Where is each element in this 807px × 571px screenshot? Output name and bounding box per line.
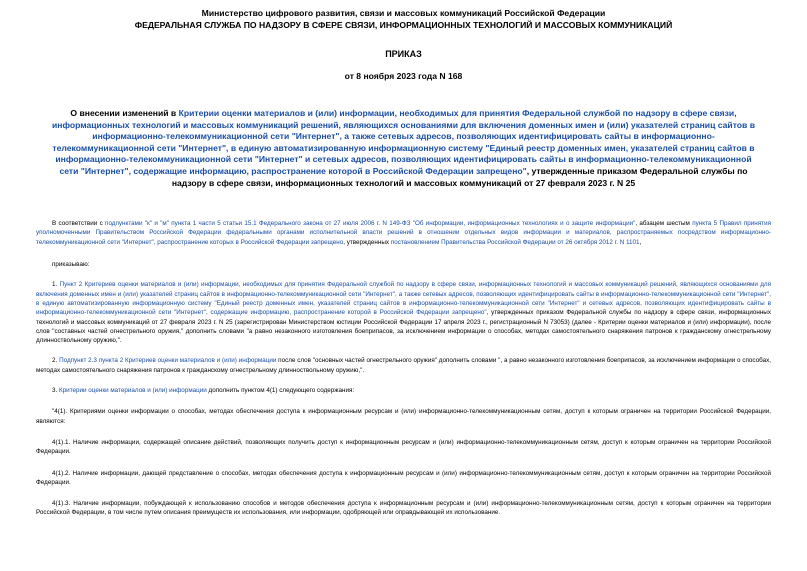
item-2-text: после слов "основных частей огнестрельного оружия" дополнить словами ", а равно незаконного изготовления боеприпасов, за исключением информации о способах, методах самостоятельного снаряжения патронов к гражданскому огнестрельному длинноствольному оружию,". <box>36 357 772 374</box>
document-date-number: от 8 ноября 2023 года N 168 <box>344 71 463 81</box>
quoted-clause-2: 4(1).2. Наличие информации, дающей представление о способах, методах обеспечения доступа к информационным ресурсам и (или) информационно-телекоммуникационным сетям, доступ к которым ограничен на территории Российской Федерации. <box>36 469 771 486</box>
item-3-paragraph <box>36 386 771 395</box>
title-suffix: , утвержденные приказом Федеральной службы по надзору в сфере связи, информационных технологий и массовых коммуникаций от 27 февраля 2023 г. N 25 <box>171 165 748 188</box>
quoted-clause-1: 4(1).1. Наличие информации, содержащей описание действий, позволяющих получить доступ к информационным ресурсам и (или) информационно-телекоммуникационным сетям, доступ к которым ограничен на территории Российской Федерации. <box>36 438 771 456</box>
basis-text-1: В соответствии с <box>52 220 106 228</box>
basis-link-rules[interactable]: пункта 5 Правил принятия уполномоченными Правительством Российской Федерации федеральными органами исполнительной власти решений в отношении отдельных видов информации и материалов, распространяемых посредством информационно-телекоммуникационной сети "Интернет", распространение которых в Российской Федерации запрещено <box>36 220 771 246</box>
item-2-paragraph <box>36 356 771 375</box>
order-word: приказываю: <box>52 261 90 269</box>
service-name: ФЕДЕРАЛЬНАЯ СЛУЖБА ПО НАДЗОРУ В СФЕРЕ СВЯЗИ, ИНФОРМАЦИОННЫХ ТЕХНОЛОГИЙ И МАССОВЫХ КОММУНИКАЦИЙ <box>134 19 673 30</box>
basis-text-4: , <box>639 238 642 246</box>
quoted-clause-3: 4(1).3. Наличие информации, побуждающей к использованию способов и методов обеспечения доступа к информационным ресурсам и (или) информационно-телекоммуникационным сетям, доступ к которым ограничен на территории Российской Федерации, в том числе путем описания преимуществ их использования, или информации, одобряющей или оправдывающей их использование. <box>36 500 771 517</box>
item-3-number: 3. <box>52 387 60 395</box>
item-1-paragraph <box>36 280 771 345</box>
ministry-name: Министерство цифрового развития, связи и массовых коммуникаций Российской Федерации <box>201 8 606 18</box>
title-prefix: О внесении изменений в <box>70 108 179 118</box>
item-1-link[interactable]: Пункт 2 Критериев оценки материалов и (или) информации, необходимых для принятия Федеральной службой по надзору в сфере связи, информационных технологий и массовых коммуникаций решений, являющихся основаниями для включения доменных имен и (или) указателей страниц сайтов в информационно-телекоммуникационной сети "Интернет", а также сетевых адресов, позволяющих идентифицировать сайты в информационно-телекоммуникационной сети "Интернет", в единую автоматизированную информационную систему "Единый реестр доменных имен, указателей страниц сайтов в информационно-телекоммуникационной сети "Интернет" и сетевых адресов, позволяющих идентифицировать сайты в информационно-телекоммуникационной сети "Интернет", содержащие информацию, распространение которой в Российской Федерации запрещено" <box>36 281 771 317</box>
item-2-link[interactable]: Подпункт 2.3 пункта 2 Критериев оценки материалов и (или) информации <box>59 357 277 365</box>
item-3-link[interactable]: Критерии оценки материалов и (или) информации <box>59 387 207 395</box>
item-1-text: , утвержденных приказом Федеральной службы по надзору в сфере связи, информационных технологий и массовых коммуникаций от 27 февраля 2023 г. N 25 (зарегистрирован Министерством юстиции Российской Федерации 17 апреля 2023 г., регистрационный N 73053) (далее - Критерии оценки материалов и (или) информации), после слов "составных частей огнестрельного оружия," дополнить словами "а равно незаконного изготовления боеприпасов, за исключением информации о способах, методах самостоятельного снаряжения патронов к гражданскому огнестрельному длинноствольному оружию,". <box>36 309 771 345</box>
basis-text-3: , утвержденных <box>343 238 391 246</box>
basis-link-law[interactable]: подпунктами "к" и "м" пункта 1 части 5 статьи 15.1 Федерального закона от 27 июля 2006 г. N 149-ФЗ "Об информации, информационных технологиях и о защите информации" <box>105 220 636 228</box>
item-1-number: 1. <box>52 281 60 289</box>
basis-text-2: , абзацем шестым <box>635 220 693 228</box>
quoted-clause-intro: "4(1). Критериями оценки информации о способах, методах обеспечения доступа к информационным ресурсам и (или) информационно-телекоммуникационным сетям, доступ к которым ограничен на территории Российской Федерации, являются: <box>36 408 771 425</box>
item-2-number: 2. <box>52 357 60 365</box>
document-title <box>46 108 761 189</box>
title-link[interactable]: Критерии оценки материалов и (или) информации, необходимых для принятия Федеральной службой по надзору в сфере связи, информационных технологий и массовых коммуникаций решений, являющихся основаниями для включения доменных имен и (или) указателей страниц сайтов в информационно-телекоммуникационной сети "Интернет", а также сетевых адресов, позволяющих идентифицировать сайты в информационно-телекоммуникационной сети "Интернет", в единую автоматизированную информационную систему "Единый реестр доменных имен, указателей страниц сайтов в информационно-телекоммуникационной сети "Интернет" и сетевых адресов, позволяющих идентифицировать сайты в информационно-телекоммуникационной сети "Интернет", содержащие информацию, распространение которой в Российской Федерации запрещено" <box>51 108 756 176</box>
document-type: ПРИКАЗ <box>385 49 422 59</box>
basis-link-decree[interactable]: постановлением Правительства Российской Федерации от 26 октября 2012 г. N 1101 <box>390 238 640 246</box>
item-3-text: дополнить пунктом 4(1) следующего содержания: <box>206 387 355 395</box>
legal-basis-paragraph <box>36 219 771 247</box>
